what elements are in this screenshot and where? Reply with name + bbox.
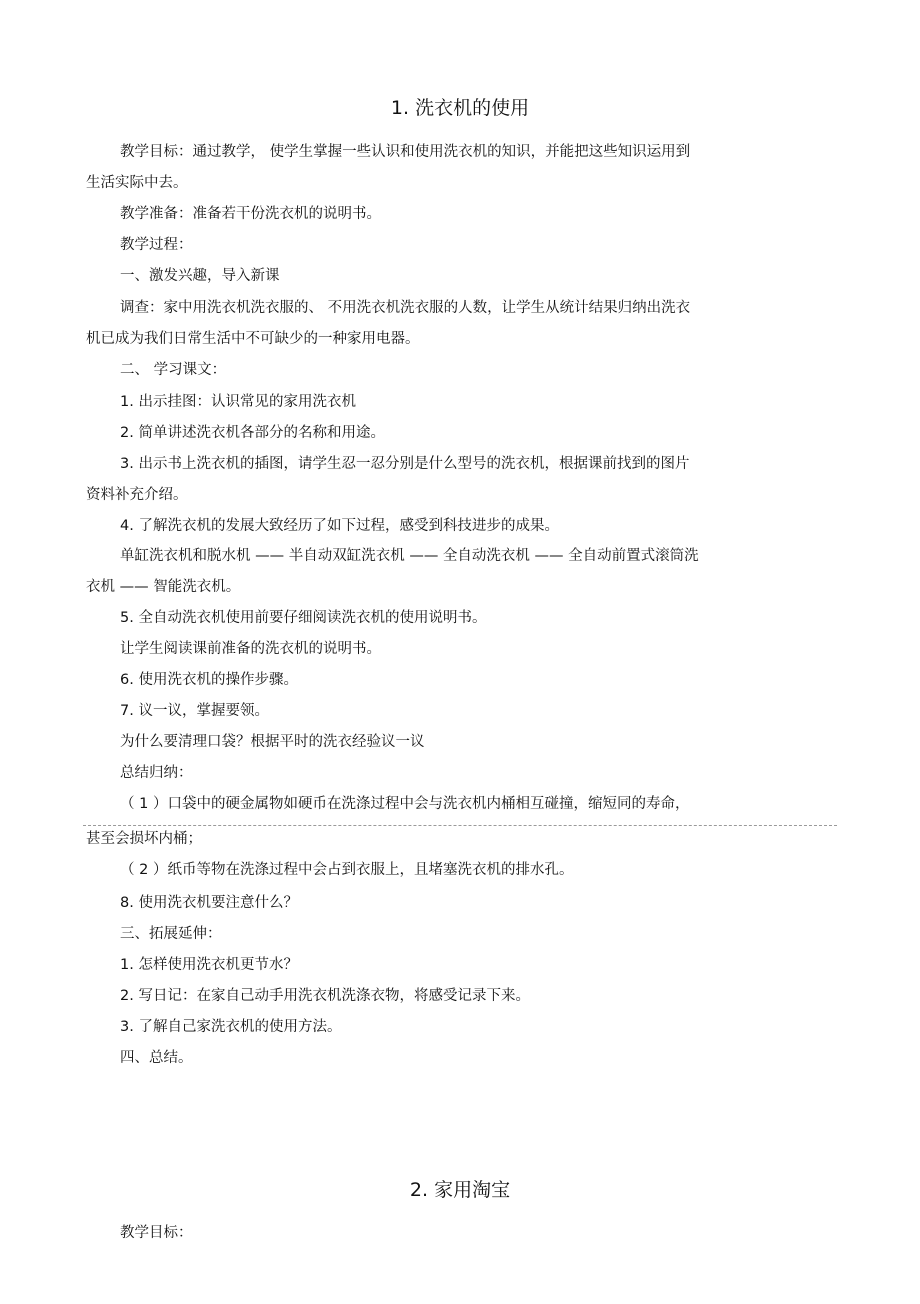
extension-2: 2. 写日记：在家自己动手用洗衣机洗涤衣物，将感受记录下来。 <box>120 988 530 1004</box>
part4-heading: 四、总结。 <box>120 1050 193 1066</box>
point-1-line1: （ 1 ）口袋中的硬金属物如硬币在洗涤过程中会与洗衣机内桶相互碰撞，缩短同的寿命， <box>120 796 690 812</box>
evolution-line2: 衣机 —— 智能洗衣机。 <box>86 579 241 595</box>
item-8: 8. 使用洗衣机要注意什么？ <box>120 895 298 911</box>
part2-heading: 二、 学习课文： <box>120 362 227 378</box>
item-6: 6. 使用洗衣机的操作步骤。 <box>120 672 298 688</box>
page-divider <box>83 825 837 826</box>
summary-heading: 总结归纳： <box>120 765 193 781</box>
item-7-question: 为什么要清理口袋？根据平时的洗衣经验议一议 <box>120 734 425 750</box>
section2-title: 2. 家用淘宝 <box>409 1179 511 1201</box>
item-1: 1. 出示挂图：认识常见的家用洗衣机 <box>120 394 356 410</box>
item-7: 7. 议一议，掌握要领。 <box>120 703 269 719</box>
evolution-line1: 单缸洗衣机和脱水机 —— 半自动双缸洗衣机 —— 全自动洗衣机 —— 全自动前置式滚筒洗 <box>120 548 699 564</box>
item-2: 2. 简单讲述洗衣机各部分的名称和用途。 <box>120 425 385 441</box>
extension-3: 3. 了解自己家洗衣机的使用方法。 <box>120 1019 342 1035</box>
item-4: 4. 了解洗衣机的发展大致经历了如下过程，感受到科技进步的成果。 <box>120 518 559 534</box>
item-5: 5. 全自动洗衣机使用前要仔细阅读洗衣机的使用说明书。 <box>120 610 487 626</box>
part3-heading: 三、拓展延伸： <box>120 926 222 942</box>
section1-title: 1. 洗衣机的使用 <box>390 97 530 119</box>
teaching-prep: 教学准备：准备若干份洗衣机的说明书。 <box>120 206 381 222</box>
part1-heading: 一、激发兴趣，导入新课 <box>120 268 280 284</box>
survey-line2: 机已成为我们日常生活中不可缺少的一种家用电器。 <box>86 331 420 347</box>
point-1-line2: 甚至会损坏内桶； <box>86 831 202 847</box>
extension-1: 1. 怎样使用洗衣机更节水？ <box>120 957 298 973</box>
section2-teaching-goal: 教学目标： <box>120 1225 193 1241</box>
survey-line1: 调查：家中用洗衣机洗衣服的、 不用洗衣机洗衣服的人数，让学生从统计结果归纳出洗衣 <box>120 300 691 316</box>
point-2: （ 2 ）纸币等物在洗涤过程中会占到衣服上，且堵塞洗衣机的排水孔。 <box>120 862 574 878</box>
item-5-note: 让学生阅读课前准备的洗衣机的说明书。 <box>120 641 381 657</box>
item-3-line2: 资料补充介绍。 <box>86 487 188 503</box>
item-3-line1: 3. 出示书上洗衣机的插图，请学生忍一忍分别是什么型号的洗衣机，根据课前找到的图片 <box>120 456 690 472</box>
teaching-goal-line2: 生活实际中去。 <box>86 175 188 191</box>
teaching-process: 教学过程： <box>120 237 193 253</box>
teaching-goal-line1: 教学目标：通过教学， 使学生掌握一些认识和使用洗衣机的知识，并能把这些知识运用到 <box>120 144 691 160</box>
